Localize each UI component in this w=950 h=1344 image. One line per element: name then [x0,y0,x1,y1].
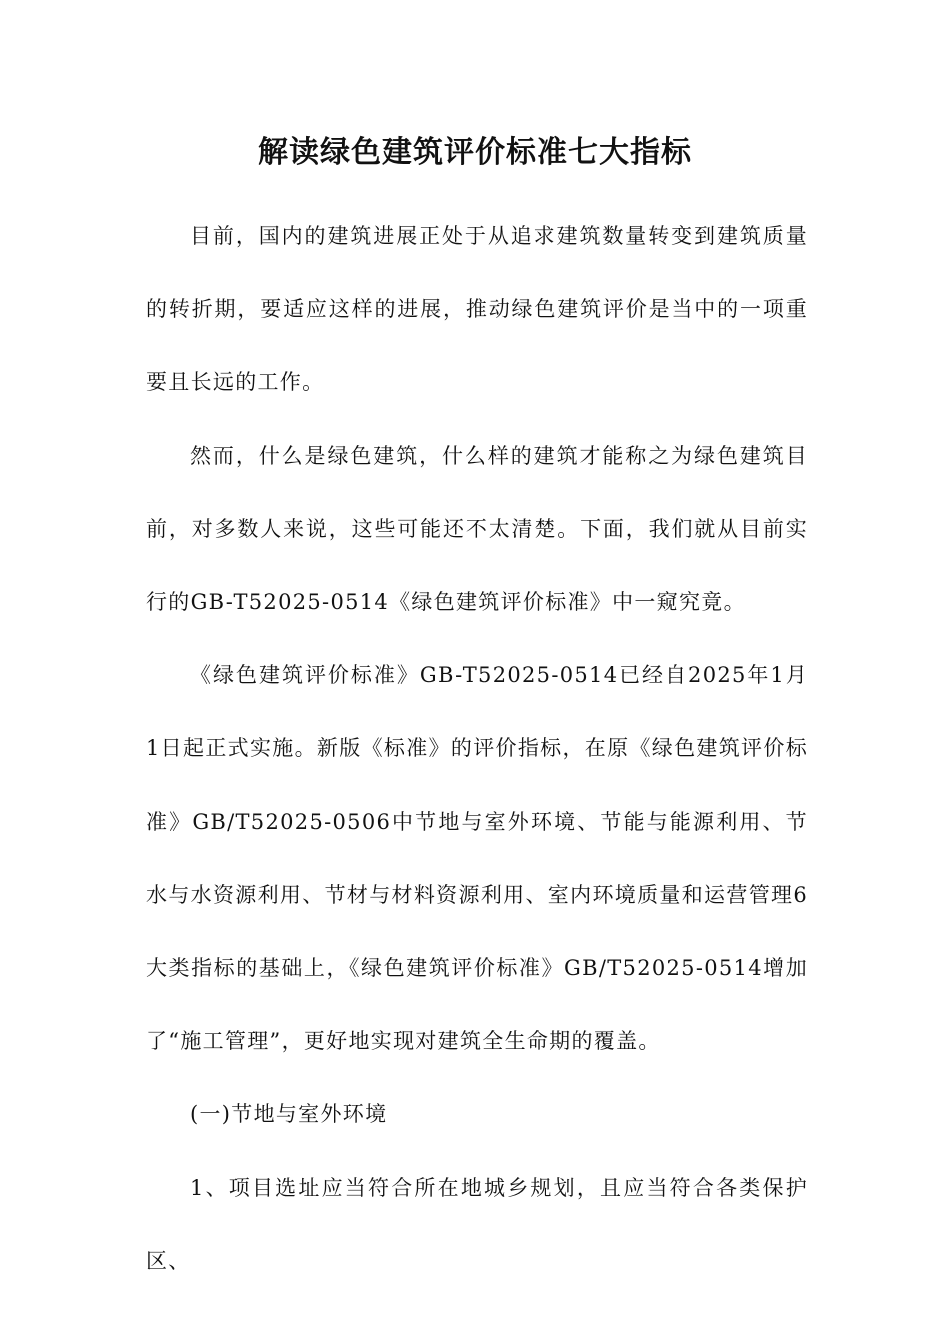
paragraph-standard: 《绿色建筑评价标准》GB-T52025-0514已经自2025年1月1日起正式实施。新版《标准》的评价指标，在原《绿色建筑评价标准》GB/T52025-0506中节地与室外环境、节能与能源利用、节水与水资源利用、节材与材料资源利用、室内环境质量和运营管理6大类指标的基础上，《绿色建筑评价标准》GB/T52025-0514增加了“施工管理”，更好地实现对建筑全生命期的覆盖。 [146,663,808,1054]
paragraph-item-1: 1、项目选址应当符合所在地城乡规划，且应当符合各类保护区、 [146,1175,808,1273]
document-body [146,200,808,1298]
section-heading-land: (一)节地与室外环境 [190,1102,388,1127]
paragraph-intro: 目前，国内的建筑进展正处于从追求建筑数量转变到建筑质量的转折期，要适应这样的进展，推动绿色建筑评价是当中的一项重要且长远的工作。 [146,224,808,395]
paragraph-question: 然而，什么是绿色建筑，什么样的建筑才能称之为绿色建筑目前，对多数人来说，这些可能还不太清楚。下面，我们就从目前实行的GB-T52025-0514《绿色建筑评价标准》中一窥究竟。 [146,443,808,615]
document-title: 解读绿色建筑评价标准七大指标 [258,135,692,170]
